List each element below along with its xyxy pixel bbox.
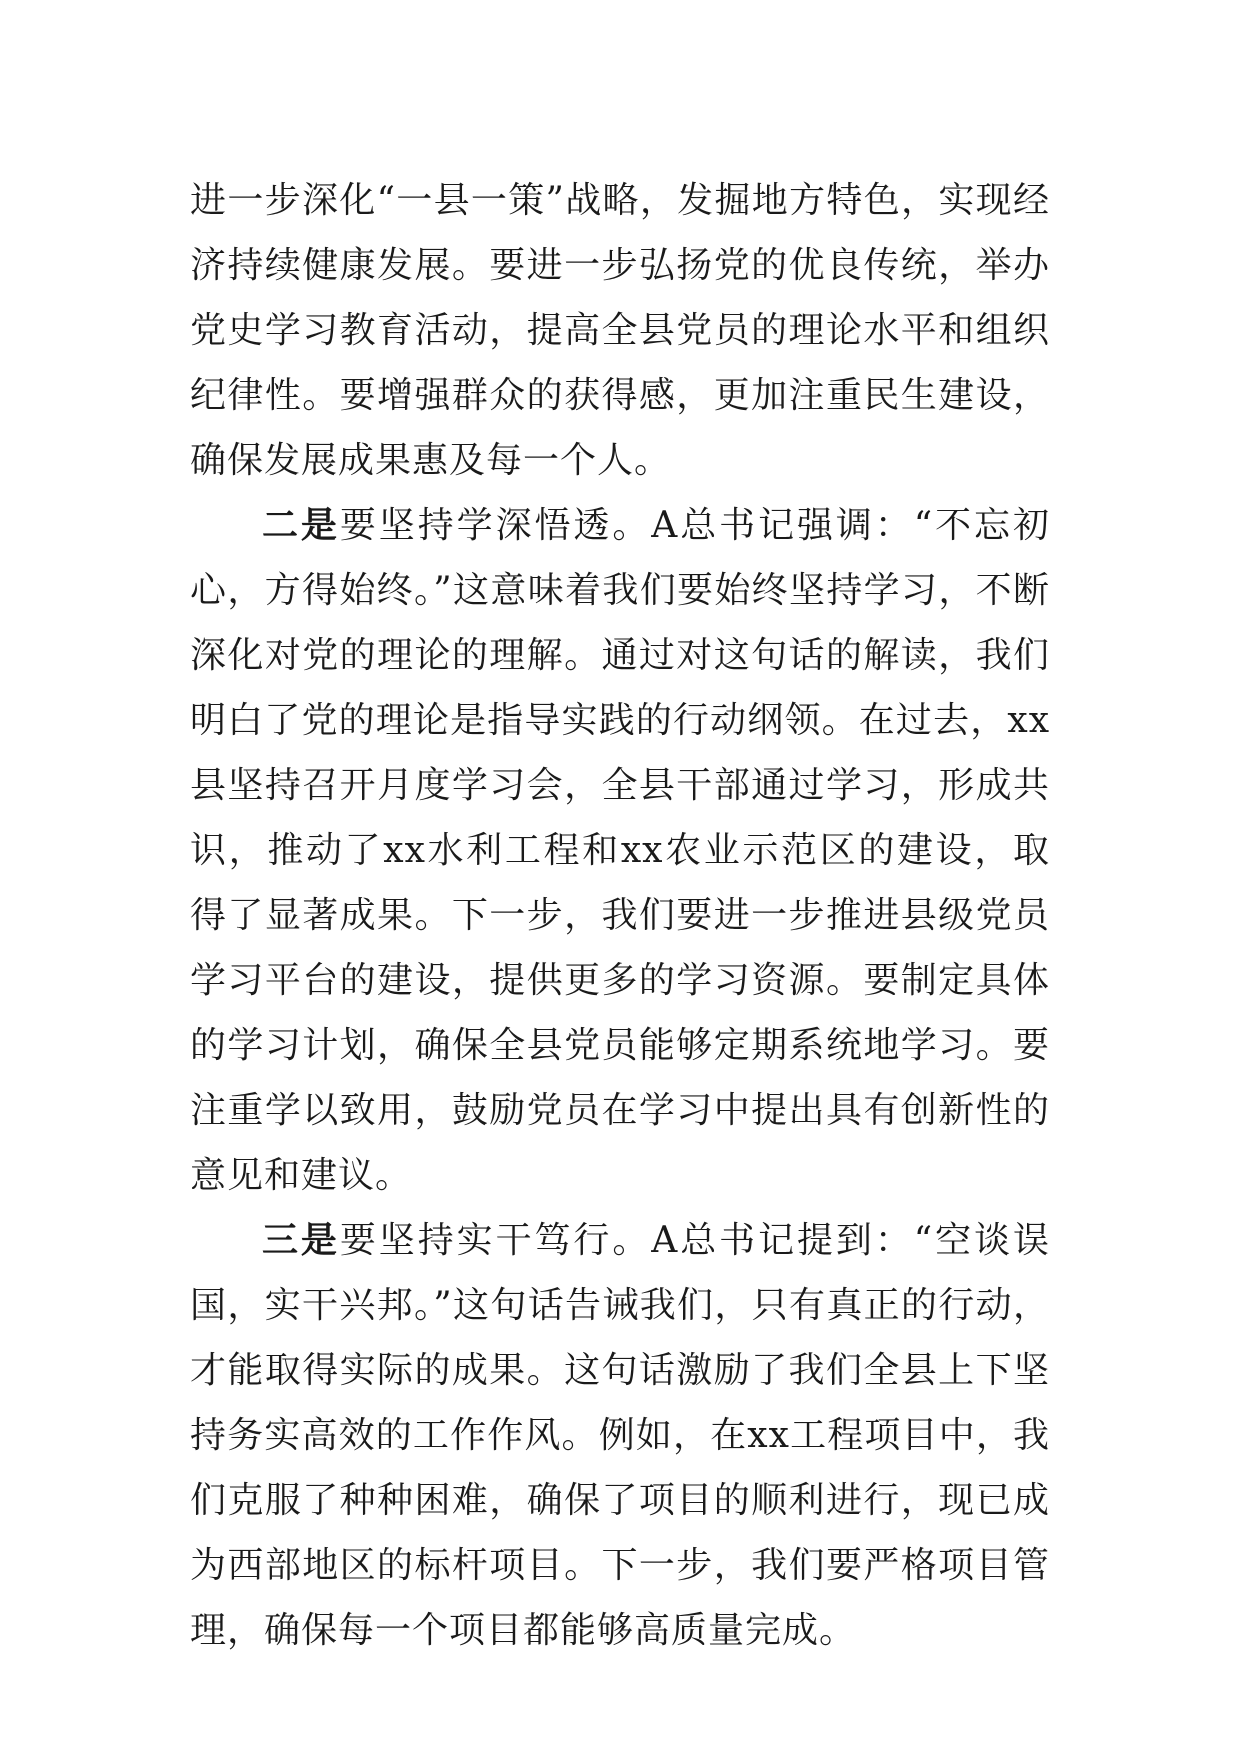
paragraph-text: 要坚持实干笃行。A总书记提到：“空谈误国，实干兴邦。”这句话告诫我们，只有真正的行动，才能取得实际的成果。这句话激励了我们全县上下坚持务实高效的工作作风。例如，在xx工程项目中，我们克服了种种困难，确保了项目的顺利进行，现已成为西部地区的标杆项目。下一步，我们要严格项目管理，确保每一个项目都能够高质量完成。 [190,1220,1050,1651]
paragraph-point-three [190,1208,1050,1663]
paragraph-lead: 三是 [262,1219,340,1261]
paragraph-continuation [190,168,1050,493]
paragraph-point-two [190,493,1050,1208]
document-body [190,168,1050,1663]
paragraph-text: 要坚持学深悟透。A总书记强调：“不忘初心，方得始终。”这意味着我们要始终坚持学习，不断深化对党的理论的理解。通过对这句话的解读，我们明白了党的理论是指导实践的行动纲领。在过去，xx县坚持召开月度学习会，全县干部通过学习，形成共识，推动了xx水利工程和xx农业示范区的建设，取得了显著成果。下一步，我们要进一步推进县级党员学习平台的建设，提供更多的学习资源。要制定具体的学习计划，确保全县党员能够定期系统地学习。要注重学以致用，鼓励党员在学习中提出具有创新性的意见和建议。 [190,505,1050,1196]
paragraph-lead: 二是 [262,504,340,546]
paragraph-text: 进一步深化“一县一策”战略，发掘地方特色，实现经济持续健康发展。要进一步弘扬党的优良传统，举办党史学习教育活动，提高全县党员的理论水平和组织纪律性。要增强群众的获得感，更加注重民生建设，确保发展成果惠及每一个人。 [190,180,1050,481]
